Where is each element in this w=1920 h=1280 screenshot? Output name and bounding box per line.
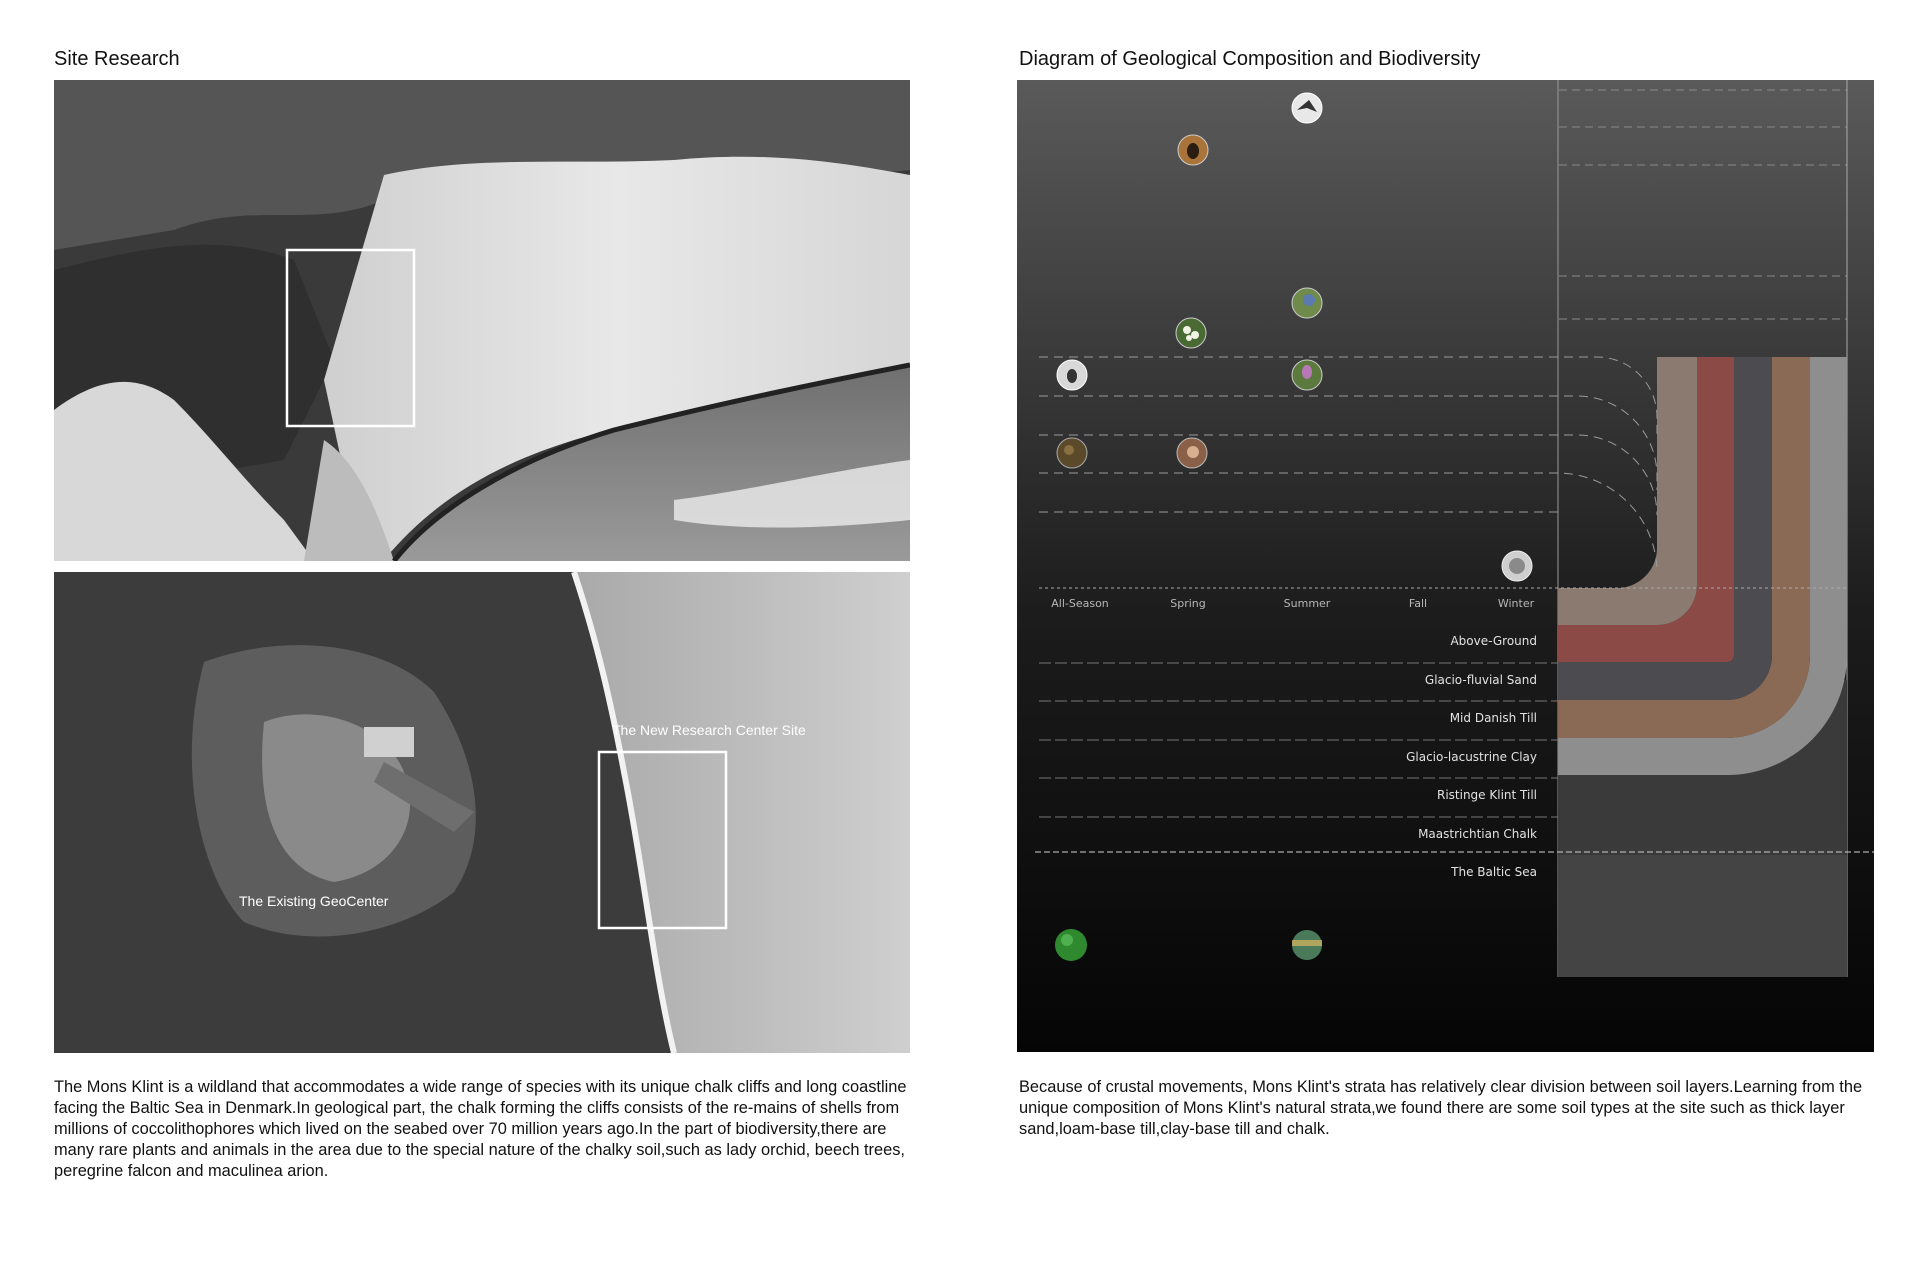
layer-glacio-lacustrine-clay: Glacio-lacustrine Clay	[1406, 750, 1537, 764]
mushroom-photo-icon	[1057, 438, 1087, 468]
satellite-photo	[54, 572, 910, 1053]
butterfly-photo-icon	[1292, 288, 1322, 318]
layer-above-ground: Above-Ground	[1450, 634, 1537, 648]
layer-maastrichtian-chalk: Maastrichtian Chalk	[1418, 827, 1537, 841]
geology-diagram	[1017, 80, 1874, 1052]
layer-glacio-fluvial-sand: Glacio-fluvial Sand	[1424, 673, 1537, 687]
layer-ristinge-klint-till: Ristinge Klint Till	[1436, 788, 1537, 802]
falcon-photo-icon	[1292, 93, 1322, 123]
left-heading: Site Research	[54, 48, 180, 70]
season-all: All-Season	[1051, 597, 1109, 610]
left-caption: The Mons Klint is a wildland that accommodates a wide range of species with its unique chalk cliffs and long coastline facing the Baltic Sea in Denmark.In geological part, the chalk forming the cliffs consists of the re-mains of shells from millions of coccolithophores which lived on the seabed over 70 million years ago.In the part of biodiversity,there are many rare plants and animals in the area due to the special nature of the chalky soil,such as lady orchid, beech trees, peregrine falcon and maculinea arion.	[54, 1078, 907, 1180]
flower-photo-icon	[1176, 318, 1206, 348]
snowflake-photo-icon	[1502, 551, 1532, 581]
geocenter-label: The Existing GeoCenter	[239, 893, 389, 909]
season-summer: Summer	[1283, 597, 1331, 610]
season-spring: Spring	[1170, 597, 1206, 610]
layer-baltic-sea: The Baltic Sea	[1451, 865, 1537, 879]
orchid-photo-icon	[1292, 360, 1322, 390]
algae-photo-icon	[1055, 929, 1087, 961]
snail-photo-icon	[1177, 438, 1207, 468]
bird-photo-icon	[1178, 135, 1208, 165]
sea-photo-icon	[1292, 930, 1322, 960]
cliff-aerial-photo	[54, 80, 910, 561]
season-fall: Fall	[1408, 597, 1428, 610]
season-winter: Winter	[1497, 597, 1535, 610]
right-heading: Diagram of Geological Composition and Biodiversity	[1019, 48, 1481, 70]
insect-photo-icon	[1057, 360, 1087, 390]
right-caption: Because of crustal movements, Mons Klint's strata has relatively clear division between soil layers.Learning from the unique composition of Mons Klint's natural strata,we found there are some soil types at the site such as thick layer sand,loam-base till,clay-base till and chalk.	[1019, 1078, 1863, 1138]
layer-mid-danish-till: Mid Danish Till	[1449, 711, 1537, 725]
new-site-label: The New Research Center Site	[612, 722, 806, 738]
